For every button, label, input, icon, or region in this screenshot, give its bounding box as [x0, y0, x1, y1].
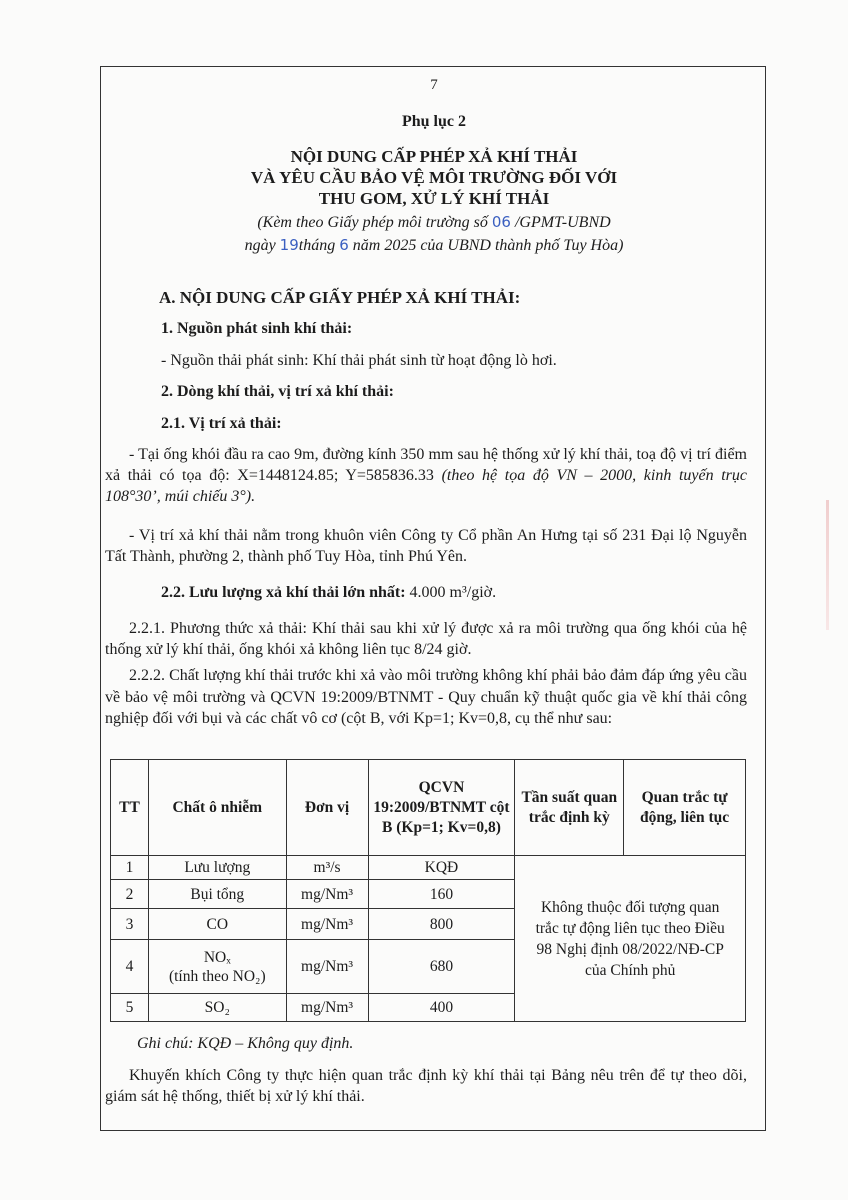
- section-2-2-2-para: 2.2.2. Chất lượng khí thải trước khi xả vào môi trường không khí phải bảo đảm đáp ứng yêu cầu về bảo vệ môi trường và QCVN 19:2009/BTNMT - Quy chuẩn kỹ thuật quốc gia về khí thải công nghiệp đối với bụi và các chất vô cơ (cột B, với Kp=1; Kv=0,8, cụ thể như sau:: [105, 667, 747, 727]
- subtitle-text: tháng: [298, 237, 340, 254]
- header-unit: Đơn vị: [286, 760, 368, 856]
- pollutant-name: NOₓ: [203, 948, 231, 966]
- cell-limit: 160: [368, 880, 515, 909]
- title-line-3: THU GOM, XỬ LÝ KHÍ THẢI: [318, 189, 550, 208]
- coordinates-text: - Tại ống khói đầu ra cao 9m, đường kính 350 mm sau hệ thống xử lý khí thải, toạ độ vị trí điểm xả thải có tọa độ: X=1448124.85; Y=585836.33: [105, 446, 747, 484]
- header-periodic: Tần suất quan trắc định kỳ: [515, 760, 624, 856]
- cell-limit: 400: [368, 994, 515, 1022]
- permit-month: 6: [339, 236, 349, 254]
- page-number: 7: [430, 77, 438, 93]
- cell-limit: 800: [368, 909, 515, 940]
- permit-day: 19: [279, 236, 299, 254]
- section-a-heading: A. NỘI DUNG CẤP GIẤY PHÉP XẢ KHÍ THẢI:: [159, 288, 521, 307]
- subtitle-text: (Kèm theo Giấy phép môi trường số: [257, 214, 492, 231]
- cell-tt: 4: [111, 940, 149, 994]
- section-2-2-heading: 2.2. Lưu lượng xả khí thải lớn nhất:: [161, 584, 406, 601]
- table-row: [111, 856, 746, 880]
- section-2-1-para-2: - Vị trí xả khí thải nằm trong khuôn viên Công ty Cổ phần An Hưng tại số 231 Đại lộ Nguyễn Tất Thành, phường 2, thành phố Tuy Hòa, tỉnh Phú Yên.: [105, 527, 747, 565]
- subtitle-line-1: [101, 211, 767, 234]
- section-2-heading: 2. Dòng khí thải, vị trí xả khí thải:: [161, 383, 394, 400]
- cell-tt: 1: [111, 856, 149, 880]
- cell-unit: mg/Nm³: [286, 994, 368, 1022]
- max-flow-value: 4.000 m³/giờ.: [405, 584, 497, 601]
- coordinate-system-text: (theo hệ tọa độ VN – 2000, kinh tuyến trục 108°30’, múi chiếu 3°).: [105, 467, 747, 505]
- cell-tt: 2: [111, 880, 149, 909]
- cell-pollutant: Lưu lượng: [148, 856, 286, 880]
- page-frame: [100, 66, 766, 1131]
- header-continuous: Quan trắc tự động, liên tục: [624, 760, 746, 856]
- cell-unit: mg/Nm³: [286, 880, 368, 909]
- cell-unit: m³/s: [286, 856, 368, 880]
- pollutant-basis: (tính theo NO₂): [168, 967, 266, 985]
- title-line-1: NỘI DUNG CẤP PHÉP XẢ KHÍ THẢI: [290, 147, 578, 166]
- section-2-2-line: [137, 582, 747, 603]
- section-2-1-para-1: [105, 444, 747, 507]
- section-1-text: - Nguồn thải phát sinh: Khí thải phát sinh từ hoạt động lò hơi.: [161, 352, 557, 369]
- section-2-1-heading: 2.1. Vị trí xả thải:: [161, 415, 282, 432]
- cell-pollutant: [148, 940, 286, 994]
- permit-number: 06: [491, 213, 511, 231]
- subtitle-text: ngày: [244, 237, 280, 254]
- cell-tt: 3: [111, 909, 149, 940]
- header-tt: TT: [111, 760, 149, 856]
- title-line-2: VÀ YÊU CẦU BẢO VỆ MÔI TRƯỜNG ĐỐI VỚI: [250, 168, 618, 187]
- monitoring-note-cell: Không thuộc đối tượng quan trắc tự động liên tục theo Điều 98 Nghị định 08/2022/NĐ-CP của Chính phủ: [515, 856, 746, 1022]
- emission-limits-table: [110, 759, 746, 1022]
- cell-unit: mg/Nm³: [286, 909, 368, 940]
- header-pollutant: Chất ô nhiễm: [148, 760, 286, 856]
- subtitle-text: năm 2025 của UBND thành phố Tuy Hòa): [348, 237, 624, 254]
- section-2-2-1-para: 2.2.1. Phương thức xả thải: Khí thải sau khi xử lý được xả ra môi trường qua ống khói của hệ thống xử lý khí thải, ống khói xả không liên tục 8/24 giờ.: [105, 620, 747, 658]
- section-1-heading: 1. Nguồn phát sinh khí thải:: [161, 320, 353, 337]
- appendix-label: Phụ lục 2: [401, 113, 466, 130]
- final-paragraph: Khuyến khích Công ty thực hiện quan trắc định kỳ khí thải tại Bảng nêu trên để tự theo dõi, giám sát hệ thống, thiết bị xử lý khí thải.: [105, 1067, 747, 1105]
- cell-tt: 5: [111, 994, 149, 1022]
- subtitle-line-2: [101, 234, 767, 257]
- cell-pollutant: SO₂: [148, 994, 286, 1022]
- cell-unit: mg/Nm³: [286, 940, 368, 994]
- table-note: Ghi chú: KQĐ – Không quy định.: [137, 1035, 354, 1052]
- header-qcvn: QCVN 19:2009/BTNMT cột B (Kp=1; Kv=0,8): [368, 760, 515, 856]
- cell-limit: 680: [368, 940, 515, 994]
- cell-limit: KQĐ: [368, 856, 515, 880]
- scan-edge-mark: [826, 500, 829, 630]
- cell-pollutant: CO: [148, 909, 286, 940]
- cell-pollutant: Bụi tổng: [148, 880, 286, 909]
- subtitle-text: /GPMT-UBND: [510, 214, 611, 231]
- table-header-row: [111, 760, 746, 856]
